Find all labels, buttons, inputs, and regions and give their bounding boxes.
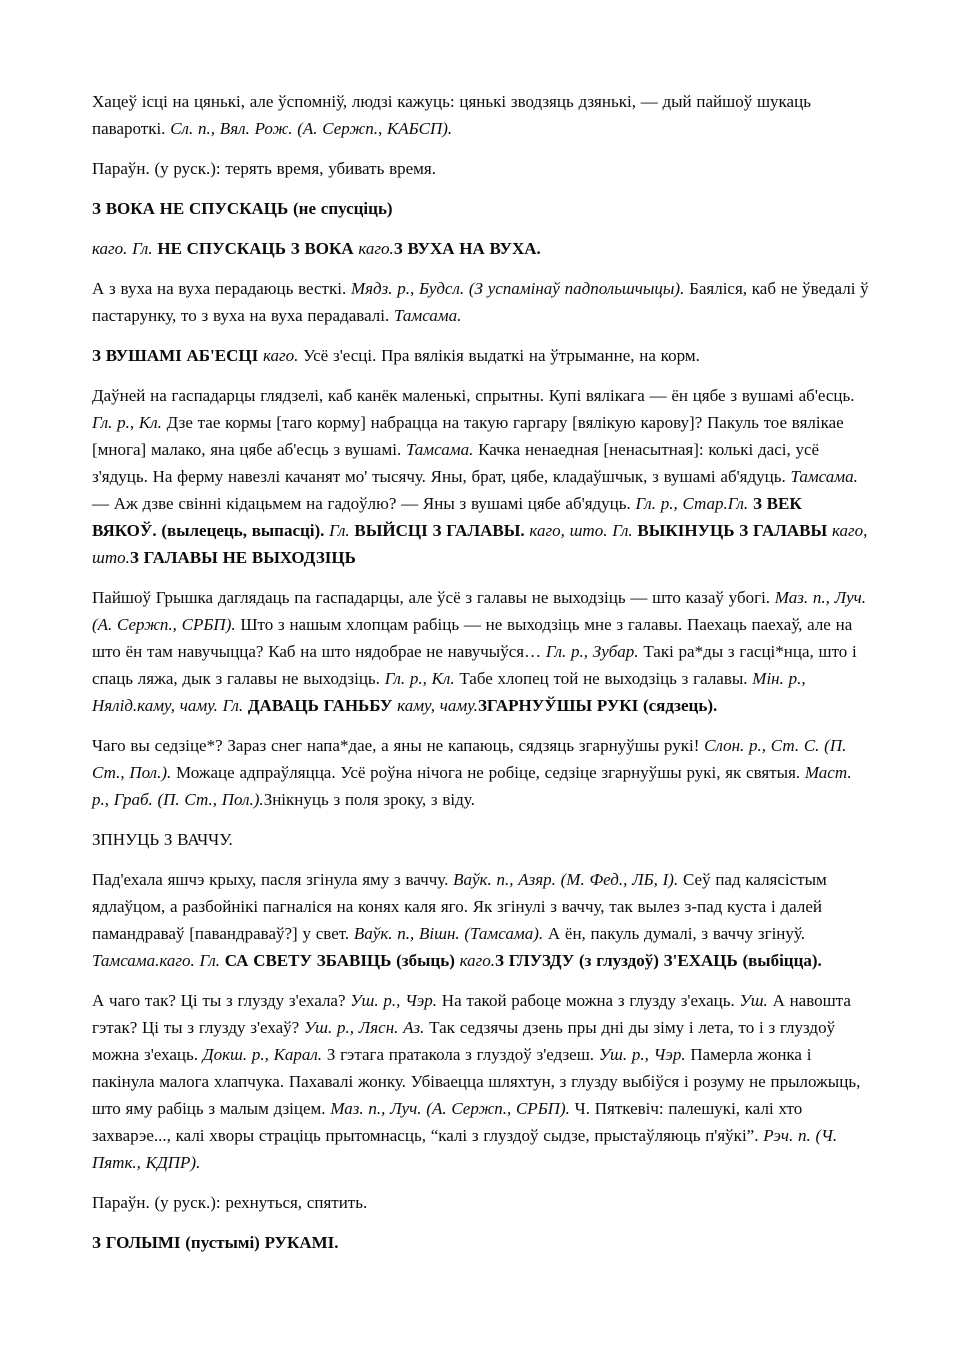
text-run: З ГОЛЫМІ (пустымі) РУКАМІ.	[92, 1233, 339, 1252]
text-run: Усё з'есці. Пра вялікія выдаткі на ўтрыманне, на корм.	[298, 346, 700, 365]
text-run: Тамсама.	[790, 467, 858, 486]
text-run: — Аж дзве свінні кідацьмем на гадоўлю? — Яны з вушамі цябе аб'ядуць.	[92, 494, 636, 513]
text-run: Тамсама.	[405, 440, 474, 459]
text-run: Пайшоў Грышка даглядаць па гаспадарцы, але ўсё з галавы не выходзіць — што казаў убогі.	[92, 588, 775, 607]
text-run: А ён, пакуль думалі, з ваччу згінуў.	[543, 924, 805, 943]
text-run: Уш.	[739, 991, 768, 1010]
paragraph-12	[92, 987, 870, 1176]
paragraph-5	[92, 275, 870, 329]
text-run: Гл. р., Стар.Гл.	[635, 494, 749, 513]
text-run: З ГЛУЗДУ (з глуздоў) З'ЕХАЦЬ (выбіцца).	[495, 951, 822, 970]
paragraph-13	[92, 1189, 870, 1216]
text-run: На такой рабоце можна з глузду з'ехаць.	[437, 991, 740, 1010]
text-run: ЗГАРНУЎШЫ РУКІ (сядзець).	[477, 696, 718, 715]
text-run: Баяліся, каб не ўведалі ў пастарунку, то з вуха на вуха перадавалі.	[92, 279, 869, 325]
text-run: Гл.	[329, 521, 350, 540]
text-run: Докш. р., Карал.	[202, 1045, 323, 1064]
paragraph-3	[92, 195, 870, 222]
text-run: каго. Гл.	[92, 239, 153, 258]
text-run: ДАВАЦЬ ГАНЬБУ	[247, 696, 393, 715]
text-run: Памерла жонка і пакінула малога хлапчука. Пахавалі жонку. Убіваецца шляхтун, з глузду выбіўся і розуму не прыложыць, што яму рабіць з малым дзіцем.	[92, 1045, 861, 1118]
text-run: Чаго вы седзіце*? Зараз снег напа*дае, а яны не капаюць, сядзяць згарнуўшы рукі!	[92, 736, 705, 755]
text-run: Тамсама.	[394, 306, 462, 325]
text-run: Маз. п., Луч. (А. Сержп., СРБП).	[330, 1099, 570, 1118]
text-run: Уш. р., Лясн. Аз.	[303, 1018, 425, 1037]
text-run: Мядз. р., Будсл. (З успамінаў падпольшчыцы).	[350, 279, 685, 298]
text-run: ВЫКІНУЦЬ З ГАЛАВЫ	[637, 521, 828, 540]
text-run: Даўней на гаспадарцы глядзелі, каб канёк маленькі, спрытны. Купі вялікага — ён цябе з вушамі аб'есць.	[92, 386, 855, 405]
text-run: А чаго так? Ці ты з глузду з'ехала?	[92, 991, 351, 1010]
text-run: Знікнуць з поля зроку, з віду.	[263, 790, 475, 809]
paragraph-7	[92, 382, 870, 571]
text-run: З ВОКА НЕ СПУСКАЦЬ (не спусціць)	[92, 199, 393, 218]
text-run: Хацеў ісці на цянькі, але ўспомніў, людзі кажуць: цянькі зводзяць дзянькі, — дый пайшоў шукаць павароткі.	[92, 92, 811, 138]
text-run: каму, чаму.	[397, 696, 478, 715]
paragraph-9	[92, 732, 870, 813]
text-run: З ГАЛАВЫ НЕ ВЫХОДЗІЦЬ	[129, 548, 356, 567]
text-run: Слон. р., Ст. С. (П. Ст., Пол.).	[92, 736, 847, 782]
text-run: Ваўк. п., Азяр. (М. Фед., ЛБ, І).	[453, 870, 679, 889]
text-run: З ВУХА НА ВУХА.	[393, 239, 541, 258]
text-run: Гл. р., Кл.	[384, 669, 455, 688]
text-run: Тамсама.каго. Гл.	[92, 951, 220, 970]
text-run: Дзе тае кормы [таго корму] набрацца на такую гаргару [вялікую карову]? Пакуль тое вялікае [многа] малако, яна цябе аб'есць з вушамі.	[92, 413, 844, 459]
text-run: З ВЕК ВЯКОЎ. (вылецець, выпасці).	[92, 494, 802, 540]
text-run: З гэтага пратакола з глуздоў з'едзеш.	[322, 1045, 599, 1064]
text-run: З ВУШАМІ АБ'ЕСЦІ	[92, 346, 259, 365]
text-run: Сеў пад калясістым ядлаўцом, а разбойнікі пагналіся на конях каля яго. Як згінулі з ваччу, так вылез з-пад куста і далей памандраваў [павандраваў?] у свет.	[92, 870, 827, 943]
paragraph-1	[92, 88, 870, 142]
paragraph-4	[92, 235, 870, 262]
text-run: каго, што. Гл.	[529, 521, 633, 540]
text-run: ВЫЙСЦІ З ГАЛАВЫ.	[354, 521, 525, 540]
text-run: Рэч. п. (Ч. Пятк., КДПР).	[92, 1126, 838, 1172]
text-run: Мін. р., Нялід.каму, чаму. Гл.	[92, 669, 806, 715]
text-run: Можаце адпраўляцца. Усё роўна нічога не робіце, седзіце згарнуўшы рукі, як святыя.	[171, 763, 805, 782]
text-run: А навошта гэтак? Ці ты з глузду з'ехаў?	[92, 991, 851, 1037]
paragraph-10	[92, 826, 870, 853]
text-run: Ваўк. п., Вішн. (Тамсама).	[353, 924, 544, 943]
text-run: Гл. р., Зубар.	[545, 642, 639, 661]
text-run: Пад'ехала яшчэ крыху, пасля згінула яму з ваччу.	[92, 870, 454, 889]
text-run: Табе хлопец той не выходзіць з галавы.	[454, 669, 753, 688]
document-text-body	[92, 88, 870, 1256]
text-run: каго, што.	[92, 521, 868, 567]
text-run: А з вуха на вуха перадаюць весткі.	[92, 279, 351, 298]
text-run: Маст. р., Граб. (П. Ст., Пол.).	[92, 763, 852, 809]
text-run: Уш. р., Чэр.	[598, 1045, 686, 1064]
text-run: каго.	[459, 951, 496, 970]
paragraph-6	[92, 342, 870, 369]
text-run: Маз. п., Луч. (А. Сержп., СРБП).	[92, 588, 867, 634]
paragraph-2	[92, 155, 870, 182]
text-run: Так седзячы дзень пры дні ды зіму і лета, то і з глуздоў можна з'ехаць.	[92, 1018, 836, 1064]
text-run: каго.	[358, 239, 394, 258]
text-run: Параўн. (у руск.): терять время, убивать время.	[92, 159, 436, 178]
text-run: Качка ненаедная [ненасытная]: колькі дасі, усё з'ядуць. На ферму навезлі качанят мо' тысячу. Яны, брат, цябе, кладаўшчык, з вушамі аб'ядуць.	[92, 440, 820, 486]
text-run: НЕ СПУСКАЦЬ З ВОКА	[157, 239, 354, 258]
text-run: Такі ра*ды з гасці*нца, што і спаць ляжа, дык з галавы не выходзіць.	[92, 642, 857, 688]
text-run: СА СВЕТУ ЗБАВІЦЬ (збыць)	[224, 951, 455, 970]
text-run: ЗПНУЦЬ З ВАЧЧУ.	[92, 830, 233, 849]
text-run: Што з нашым хлопцам рабіць — не выходзіць мне з галавы. Паехаць паехаў, але на што ён там навучыцца? Каб на што нядобрае не навучыўся…	[92, 615, 853, 661]
text-run: каго.	[262, 346, 299, 365]
text-run: Гл. р., Кл.	[92, 413, 162, 432]
paragraph-11	[92, 866, 870, 974]
text-run: Сл. п., Вял. Рож. (А. Сержп., КАБСП).	[170, 119, 453, 138]
text-run: Уш. р., Чэр.	[350, 991, 438, 1010]
paragraph-14	[92, 1229, 870, 1256]
text-run: Параўн. (у руск.): рехнуться, спятить.	[92, 1193, 368, 1212]
text-run: Ч. Пяткевіч: палешукі, калі хто захварэе..., калі хворы страціць прытомнасць, “калі з глуздоў сыдзе, прыстаўляюць п'яўкі”.	[92, 1099, 803, 1145]
paragraph-8	[92, 584, 870, 719]
